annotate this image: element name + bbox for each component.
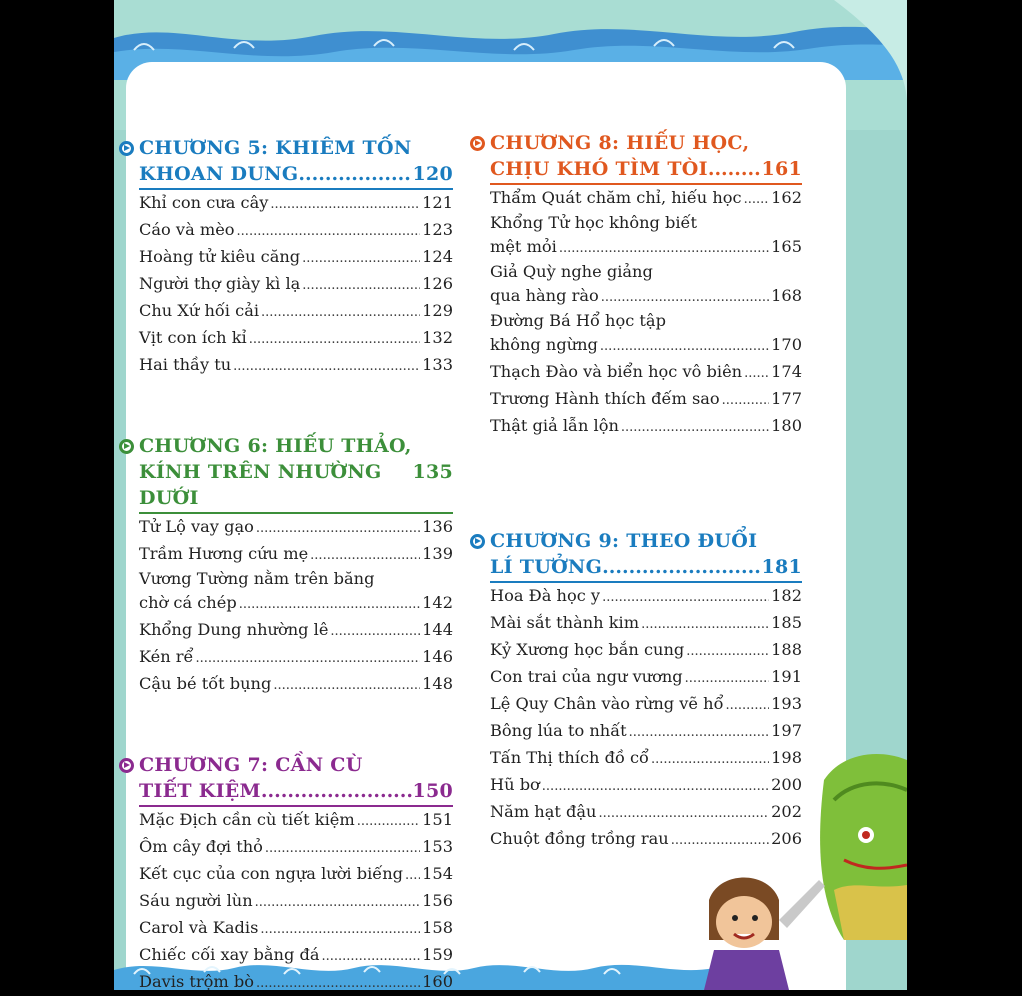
toc-entry-page: 182 [771,586,802,605]
toc-entry-page: 174 [771,362,802,381]
toc-entry[interactable] [490,310,802,359]
toc-entry[interactable] [490,212,802,261]
toc-entry[interactable] [139,807,453,834]
toc-entry-page: 133 [422,355,453,374]
chapter-underline [139,188,453,190]
leader-dots [330,619,420,644]
toc-entry-title: Mài sắt thành kim [490,613,640,632]
toc-entry[interactable] [490,772,802,799]
leader-dots [249,327,420,352]
toc-entry-title: Kỷ Xương học bắn cung [490,640,685,659]
toc-entry-page: 148 [422,674,453,693]
leader-dots [651,747,769,772]
toc-entry-page: 197 [771,721,802,740]
toc-entry-title: mệt mỏi [490,237,557,256]
toc-column-left [139,135,453,996]
toc-entry-page: 121 [422,193,453,212]
leader-dots [685,666,769,691]
toc-entry-title: Khỉ con cưa cây [139,193,269,212]
toc-entry-page: 200 [771,775,802,794]
leader-dots [744,361,769,386]
leader-dots [602,554,761,580]
chapter-title: CHƯƠNG 9: THEO ĐUỔI [490,530,758,552]
toc-entry-page: 146 [422,647,453,666]
toc-entry[interactable] [490,413,802,440]
leader-dots [196,646,421,671]
toc-entry[interactable] [139,190,453,217]
toc-entry-title: không ngừng [490,335,598,354]
toc-entry-page: 142 [422,593,453,612]
chapter-title: CHƯƠNG 8: HIẾU HỌC, [490,132,750,154]
toc-entry-page: 206 [771,829,802,848]
chapter-subtitle: LÍ TƯỞNG [490,556,603,578]
toc-entry-title: Tử Lộ vay gạo [139,517,254,536]
toc-entry-page: 126 [422,274,453,293]
toc-entry[interactable] [139,861,453,888]
chapter-title: CHƯƠNG 7: CẦN CÙ [139,754,363,776]
toc-entry[interactable] [490,261,802,310]
leader-dots [621,415,769,440]
leader-dots [598,801,769,826]
toc-entry-page: 132 [422,328,453,347]
chapter-7-entries [139,807,453,996]
toc-entry-page: 136 [422,517,453,536]
toc-entry-title: Thạch Đào và biển học vô biên [490,362,743,381]
toc-entry[interactable] [490,745,802,772]
chapter-7-heading[interactable] [139,752,453,807]
leader-dots [601,285,769,310]
toc-entry-title: Chu Xứ hối cải [139,301,260,320]
leader-dots [686,639,769,664]
toc-entry-page: 139 [422,544,453,563]
toc-entry-title-line1: Giả Quỳ nghe giảng [490,262,653,281]
toc-entry-page: 202 [771,802,802,821]
toc-entry[interactable] [490,583,802,610]
toc-entry-title: Con trai của ngư vương [490,667,683,686]
leader-dots [725,693,769,718]
leader-dots [321,944,420,969]
toc-entry[interactable] [139,514,453,541]
chapter-page: 120 [412,163,453,185]
chapter-subtitle: KÍNH TRÊN NHƯỜNG DƯỚI [139,461,382,509]
toc-entry-title: Vịt con ích kỉ [139,328,247,347]
toc-entry[interactable] [139,644,453,671]
chapter-5-heading[interactable] [139,135,453,190]
play-circle-icon [470,534,485,549]
toc-entry[interactable] [490,386,802,413]
chapter-page: 181 [761,556,802,578]
chapter-subtitle: TIẾT KIỆM [139,780,261,802]
chapter-underline [139,512,453,514]
toc-entry-title: Davis trộm bò [139,972,254,991]
leader-dots [261,300,420,325]
toc-entry-title: Sáu người lùn [139,891,253,910]
toc-entry[interactable] [139,568,453,617]
chapter-subtitle: KHOAN DUNG [139,163,299,185]
toc-entry-page: 158 [422,918,453,937]
toc-entry-page: 162 [771,188,802,207]
toc-column-right [490,130,802,853]
toc-entry-title: Chiếc cối xay bằng đá [139,945,320,964]
leader-dots [260,917,420,942]
toc-entry[interactable] [490,359,802,386]
chapter-underline [490,581,802,583]
leader-dots [256,971,420,996]
toc-entry-title: Hai thầy tu [139,355,232,374]
toc-entry-page: 160 [422,972,453,991]
leader-dots [722,388,769,413]
toc-entry[interactable] [139,271,453,298]
toc-entry-title: Hoàng tử kiêu căng [139,247,301,266]
toc-entry-title: Khổng Dung nhường lê [139,620,329,639]
toc-entry[interactable] [139,325,453,352]
chapter-8-heading[interactable] [490,130,802,185]
toc-entry-page: 144 [422,620,453,639]
toc-entry[interactable] [490,826,802,853]
toc-entry[interactable] [139,617,453,644]
leader-dots [602,585,769,610]
toc-entry-title: Bông lúa to nhất [490,721,627,740]
toc-entry-title: qua hàng rào [490,286,599,305]
toc-entry-page: 170 [771,335,802,354]
chapter-5-entries [139,190,453,379]
leader-dots [273,673,420,698]
toc-entry-title-line1: Khổng Tử học không biết [490,213,698,232]
toc-entry-title-line1: Đường Bá Hổ học tập [490,311,666,330]
leader-dots [405,863,420,888]
toc-entry-title: Cậu bé tốt bụng [139,674,272,693]
toc-entry-title: Cáo và mèo [139,220,235,239]
toc-entry-page: 185 [771,613,802,632]
toc-entry-page: 154 [422,864,453,883]
leader-dots [310,543,420,568]
toc-entry-page: 193 [771,694,802,713]
play-circle-icon [119,758,134,773]
toc-entry-title: Thật giả lẫn lộn [490,416,619,435]
toc-entry[interactable] [139,942,453,969]
toc-entry[interactable] [139,969,453,996]
toc-entry[interactable] [139,671,453,698]
toc-entry-page: 129 [422,301,453,320]
leader-dots [600,334,769,359]
leader-dots [559,236,769,261]
toc-entry[interactable] [139,541,453,568]
leader-dots [629,720,769,745]
toc-entry-title: Hoa Đà học y [490,586,601,605]
leader-dots [302,246,420,271]
leader-dots [261,778,413,804]
toc-entry-title-line1: Vương Tường nằm trên băng [139,569,375,588]
toc-entry-title: Chuột đồng trồng rau [490,829,669,848]
toc-entry-page: 177 [771,389,802,408]
leader-dots [641,612,769,637]
leader-dots [270,192,420,217]
toc-entry-title: Kén rể [139,647,194,666]
chapter-6-entries [139,514,453,698]
toc-entry[interactable] [490,185,802,212]
leader-dots [357,809,420,834]
leader-dots [239,592,420,617]
chapter-underline [139,805,453,807]
toc-entry-title: Kết cục của con ngựa lười biếng [139,864,404,883]
toc-entry[interactable] [139,298,453,325]
toc-entry-page: 153 [422,837,453,856]
toc-entry-page: 198 [771,748,802,767]
toc-entry[interactable] [139,915,453,942]
toc-entry-title: Trương Hành thích đếm sao [490,389,720,408]
toc-entry-page: 151 [422,810,453,829]
toc-entry[interactable] [490,637,802,664]
toc-entry-title: Thẩm Quát chăm chỉ, hiếu học [490,188,742,207]
toc-entry[interactable] [139,244,453,271]
toc-entry[interactable] [139,834,453,861]
toc-entry[interactable] [490,691,802,718]
toc-entry-page: 124 [422,247,453,266]
leader-dots [233,354,420,379]
leader-dots [542,774,769,799]
chapter-6-heading[interactable] [139,433,453,514]
leader-dots [256,516,420,541]
leader-dots [298,161,412,187]
toc-entry[interactable] [139,352,453,379]
chapter-9-entries [490,583,802,853]
chapter-9-heading[interactable] [490,528,802,583]
chapter-page: 161 [761,158,802,180]
toc-entry[interactable] [490,718,802,745]
chapter-underline [490,183,802,185]
toc-entry-title: Người thợ giày kì lạ [139,274,301,293]
play-circle-icon [119,439,134,454]
toc-entry-page: 191 [771,667,802,686]
leader-dots [255,890,420,915]
play-circle-icon [470,136,485,151]
toc-entry-title: Tấn Thị thích đồ cổ [490,748,649,767]
leader-dots [671,828,769,853]
leader-dots [265,836,420,861]
chapter-page: 150 [412,780,453,802]
toc-entry-page: 165 [771,237,802,256]
chapter-subtitle: CHỊU KHÓ TÌM TÒI [490,158,708,180]
toc-entry-page: 188 [771,640,802,659]
toc-entry[interactable] [139,217,453,244]
toc-entry-title: Mặc Địch cần cù tiết kiệm [139,810,355,829]
leader-dots [302,273,420,298]
toc-entry-page: 156 [422,891,453,910]
toc-entry-title: Carol và Kadis [139,918,259,937]
boy-illustration [669,860,829,990]
play-circle-icon [119,141,134,156]
toc-entry-page: 123 [422,220,453,239]
toc-entry[interactable] [490,799,802,826]
toc-entry[interactable] [490,610,802,637]
toc-entry-title: Ôm cây đợi thỏ [139,837,263,856]
toc-entry-page: 180 [771,416,802,435]
toc-entry-title: Năm hạt đậu [490,802,597,821]
toc-entry-page: 159 [422,945,453,964]
chapter-page: 135 [412,461,453,483]
toc-entry-title: Hũ bơ [490,775,540,794]
chapter-8-entries [490,185,802,440]
toc-entry-page: 168 [771,286,802,305]
leader-dots [708,156,762,182]
toc-entry[interactable] [139,888,453,915]
toc-entry-title: chờ cá chép [139,593,237,612]
leader-dots [744,187,769,212]
toc-entry-title: Trầm Hương cứu mẹ [139,544,309,563]
toc-entry-title: Lệ Quy Chân vào rừng vẽ hổ [490,694,724,713]
leader-dots [237,219,421,244]
toc-entry[interactable] [490,664,802,691]
chapter-title: CHƯƠNG 5: KHIÊM TỐN [139,137,412,159]
chapter-title: CHƯƠNG 6: HIẾU THẢO, [139,435,412,457]
